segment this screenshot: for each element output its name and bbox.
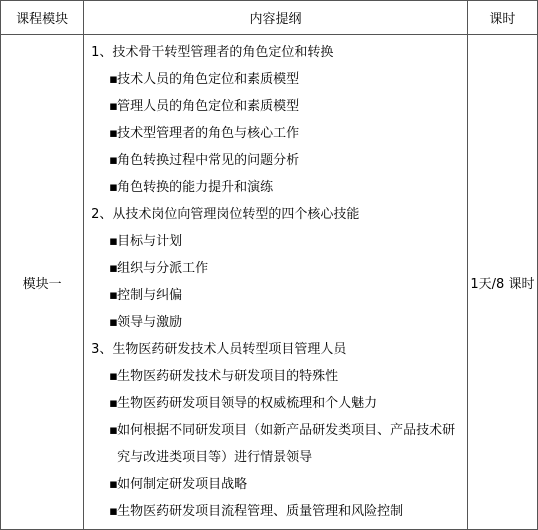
list-item-text: 技术型管理者的角色与核心工作: [117, 126, 300, 141]
header-content-outline: 内容提纲: [84, 1, 468, 35]
list-item: [84, 120, 467, 147]
table-header-row: [1, 1, 538, 35]
list-item: [84, 390, 467, 417]
list-item: [84, 309, 467, 336]
bullet-icon: ▪: [109, 396, 118, 411]
bullet-icon: ▪: [109, 477, 118, 492]
header-course-module: 课程模块: [1, 1, 84, 35]
bullet-icon: ▪: [109, 99, 118, 114]
bullet-icon: ▪: [109, 234, 118, 249]
list-item: [84, 147, 467, 174]
bullet-icon: ▪: [109, 153, 118, 168]
list-item-text: 生物医药研发项目领导的权威梳理和个人魅力: [117, 396, 378, 411]
section-heading: 3、生物医药研发技术人员转型项目管理人员: [91, 342, 347, 357]
list-item-text: 生物医药研发技术与研发项目的特殊性: [117, 369, 339, 384]
list-item-text: 角色转换的能力提升和演练: [117, 180, 274, 195]
bullet-icon: ▪: [109, 288, 118, 303]
list-item: [84, 93, 467, 120]
list-item-text: 生物医药研发项目流程管理、质量管理和风险控制: [117, 504, 404, 519]
list-item: [84, 363, 467, 390]
list-item: [84, 417, 467, 471]
bullet-icon: ▪: [109, 180, 118, 195]
header-hours: 课时: [467, 1, 537, 35]
hours-cell: 1天/8 课时: [467, 35, 537, 530]
module-cell: 模块一: [1, 35, 84, 530]
bullet-icon: ▪: [109, 504, 118, 519]
list-item-text: 领导与激励: [117, 315, 183, 330]
bullet-icon: ▪: [109, 261, 118, 276]
list-item: [84, 66, 467, 93]
list-item-text: 角色转换过程中常见的问题分析: [117, 153, 300, 168]
list-item: [84, 174, 467, 201]
bullet-icon: ▪: [109, 369, 118, 384]
section-heading: 2、从技术岗位向管理岗位转型的四个核心技能: [91, 207, 360, 222]
list-item-text: 组织与分派工作: [117, 261, 209, 276]
bullet-icon: ▪: [109, 72, 118, 87]
list-item-text: 管理人员的角色定位和素质模型: [117, 99, 300, 114]
list-item-text: 如何制定研发项目战略: [117, 477, 248, 492]
bullet-icon: ▪: [109, 126, 118, 141]
list-item: [84, 255, 467, 282]
list-item: [84, 282, 467, 309]
list-item: [84, 498, 467, 525]
table-row: [1, 35, 538, 530]
list-item-text: 目标与计划: [117, 234, 183, 249]
list-item-text: 控制与纠偏: [117, 288, 183, 303]
section-heading: 1、技术骨干转型管理者的角色定位和转换: [91, 45, 334, 60]
list-item-text: 技术人员的角色定位和素质模型: [117, 72, 300, 87]
bullet-icon: ▪: [109, 315, 118, 330]
list-item: [84, 228, 467, 255]
bullet-icon: ▪: [109, 423, 118, 438]
content-cell: [84, 35, 468, 530]
list-item-text: 如何根据不同研发项目（如新产品研发类项目、产品技术研究与改进类项目等）进行情景领导: [117, 423, 456, 465]
list-item: [84, 471, 467, 498]
